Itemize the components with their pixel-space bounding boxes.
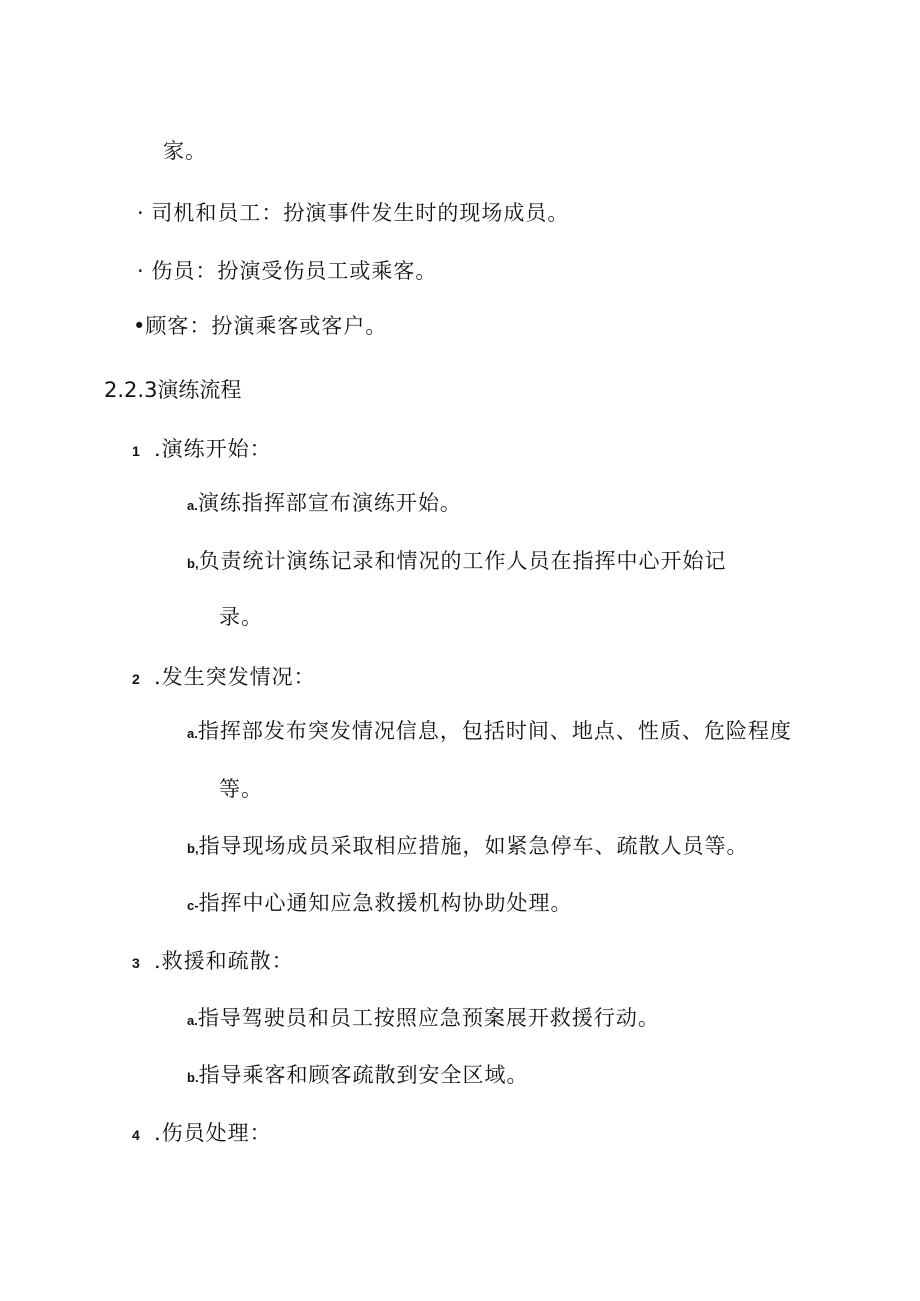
list-item-text: 顾客：扮演乘客或客户。 [145,314,388,338]
step-3 [132,948,294,976]
step-2 [132,664,316,692]
substep-marker: a. [187,726,198,741]
substep-1b-continuation: 录。 [219,605,263,629]
step-title: .发生突发情况： [154,665,316,689]
step-4 [132,1120,272,1148]
substep-marker: a. [187,1013,198,1028]
substep-2a-continuation: 等。 [219,777,263,801]
substep-marker: b, [187,841,199,856]
step-number: 3 [132,955,140,971]
step-number: 4 [132,1127,140,1143]
step-number: 1 [132,443,140,459]
substep-marker: b. [187,1070,199,1085]
substep-3a [187,1005,660,1034]
bullet-marker: · [137,259,144,283]
step-title: .救援和疏散： [154,949,294,973]
substep-text: 指导驾驶员和员工按照应急预案展开救援行动。 [197,1006,660,1030]
step-title: .演练开始： [154,437,272,461]
substep-1b [187,548,727,577]
substep-1a [187,490,462,519]
list-item-customers [133,313,387,339]
substep-text: 指导乘客和顾客疏散到安全区域。 [198,1063,529,1087]
substep-text: 负责统计演练记录和情况的工作人员在指挥中心开始记 [198,549,727,573]
list-item-injured [137,258,437,284]
bullet-marker: • [133,314,146,338]
substep-2c [187,890,573,919]
substep-marker: a. [187,498,198,513]
substep-text: 指挥部发布突发情况信息，包括时间、地点、性质、危险程度 [197,719,792,743]
substep-text: 指导现场成员采取相应措施，如紧急停车、疏散人员等。 [198,834,749,858]
substep-marker: b, [187,556,199,571]
list-item-text: 伤员：扮演受伤员工或乘客。 [151,259,438,283]
step-title: .伤员处理： [154,1121,272,1145]
substep-marker: c- [187,898,199,913]
list-item-text: 司机和员工：扮演事件发生时的现场成员。 [151,201,570,225]
substep-2b [187,833,749,862]
step-number: 2 [132,671,140,687]
section-heading: 2.2.3演练流程 [104,378,242,402]
substep-2a [187,718,792,747]
bullet-marker: · [137,201,144,225]
substep-text: 指挥中心通知应急救援机构协助处理。 [198,891,573,915]
list-item-drivers [137,200,569,226]
step-1 [132,436,272,464]
continued-text-line: 家。 [163,139,207,163]
substep-3b [187,1062,529,1091]
substep-text: 演练指挥部宣布演练开始。 [197,491,462,515]
